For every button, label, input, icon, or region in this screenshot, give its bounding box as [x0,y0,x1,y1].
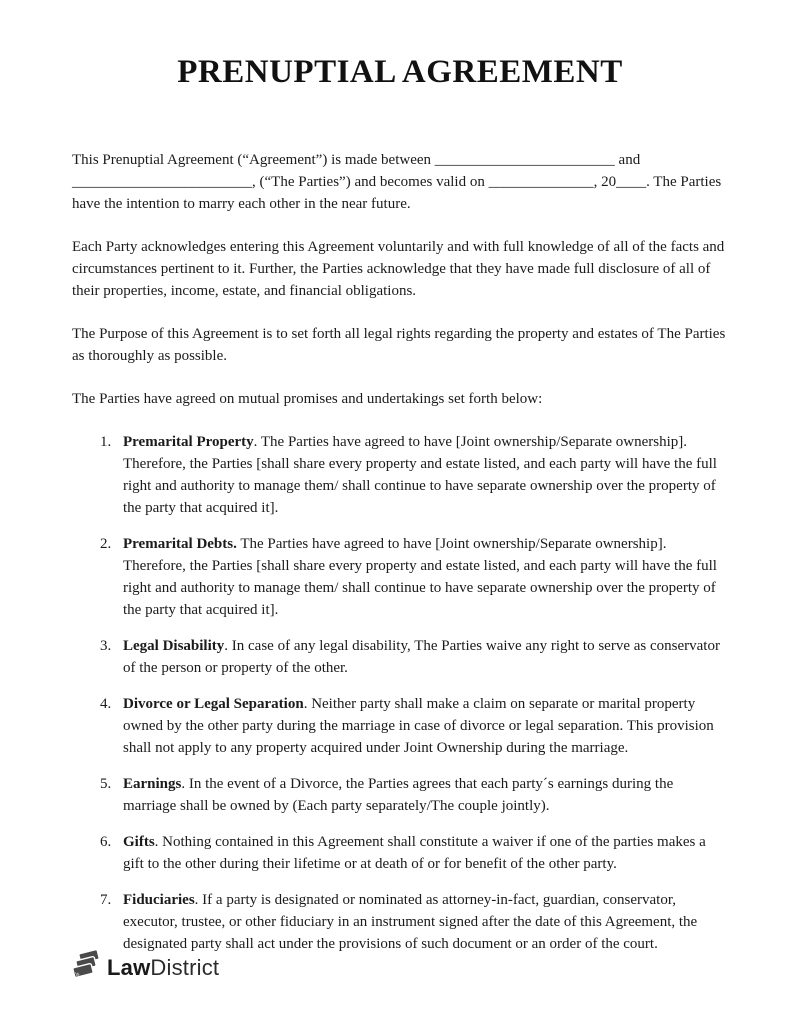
document-title: PRENUPTIAL AGREEMENT [177,54,623,90]
list-item-premarital-debts [72,533,728,621]
list-item-text [123,431,728,519]
list-item-term: Premarital Debts. [123,536,237,553]
lawdistrict-logo-icon [72,950,100,985]
list-item-body: . Neither party shall make a claim on separate or marital property owned by the other party during the marriage in case of divorce or legal separation. This provision shall not apply to any property acquired under Joint Ownership during the marriage. [123,696,714,757]
list-item-fiduciaries [72,889,728,955]
list-item-term: Fiduciaries [123,892,195,909]
lawdistrict-logo-text [107,955,219,981]
list-item-term: Earnings [123,776,182,793]
list-item-body: . In case of any legal disability, The Parties waive any right to serve as conservator of the person or property of the other. [123,638,720,677]
logo-text-law: Law [107,954,151,980]
list-item-number: 1. [100,434,112,451]
list-item-text [123,889,728,955]
list-item-legal-disability [72,635,728,679]
list-item-body: . In the event of a Divorce, the Parties agrees that each party´s earnings during the marriage shall be owned by (Each party separately/The couple jointly). [123,776,674,815]
intro-paragraph: This Prenuptial Agreement (“Agreement”) is made between ________________________ and ________________________, (“The Parties”) and becomes valid on ______________, 20____. The Parties have the intention to marry each other in the near future. [72,152,722,213]
list-item-text [123,635,728,679]
list-item-text [123,533,728,621]
list-item-text [123,693,728,759]
list-item-term: Gifts [123,834,155,851]
promises-lead-in-paragraph: The Parties have agreed on mutual promises and undertakings set forth below: [72,391,543,408]
list-item-number: 3. [100,638,112,655]
list-item-term: Legal Disability [123,638,225,655]
list-item-text [123,773,728,817]
list-item-term: Divorce or Legal Separation [123,696,304,713]
list-item-number: 4. [100,696,112,713]
list-item-term: Premarital Property [123,434,254,451]
list-item-number: 7. [100,892,112,909]
list-item-number: 6. [100,834,112,851]
list-item-gifts [72,831,728,875]
list-item-premarital-property [72,431,728,519]
list-item-number: 5. [100,776,112,793]
purpose-paragraph: The Purpose of this Agreement is to set forth all legal rights regarding the property and estates of The Parties as thoroughly as possible. [72,326,726,365]
list-item-text [123,831,728,875]
logo-text-district: District [150,954,220,980]
list-item-divorce-or-legal-separation [72,693,728,759]
svg-text:ls: ls [75,971,81,978]
list-item-body: . If a party is designated or nominated as attorney-in-fact, guardian, conservator, executor, trustee, or other fiduciary in an instrument signed after the date of this Agreement, the designated party shall act under the provisions of such document or an order of the court. [123,892,698,953]
terms-list [72,431,728,955]
list-item-body: . The Parties have agreed to have [Joint ownership/Separate ownership]. Therefore, the Parties [shall share every property and estate listed, and each party will have the full right and authority to manage them/ shall continue to have separate ownership over the property of the party that acquired it]. [123,434,717,517]
list-item-body: The Parties have agreed to have [Joint ownership/Separate ownership]. Therefore, the Parties [shall share every property and estate listed, and each party will have the full right and authority to manage them/ shall continue to have separate ownership over the property of the party that acquired it]. [123,536,717,619]
list-item-number: 2. [100,536,112,553]
footer-brand [72,950,219,985]
list-item-body: . Nothing contained in this Agreement shall constitute a waiver if one of the parties makes a gift to the other during their lifetime or at death of or for benefit of the other party. [123,834,706,873]
acknowledgement-paragraph: Each Party acknowledges entering this Agreement voluntarily and with full knowledge of all of the facts and circumstances pertinent to it. Further, the Parties acknowledge that they have made full disclosure of all of their properties, income, estate, and financial obligations. [72,239,725,300]
list-item-earnings [72,773,728,817]
